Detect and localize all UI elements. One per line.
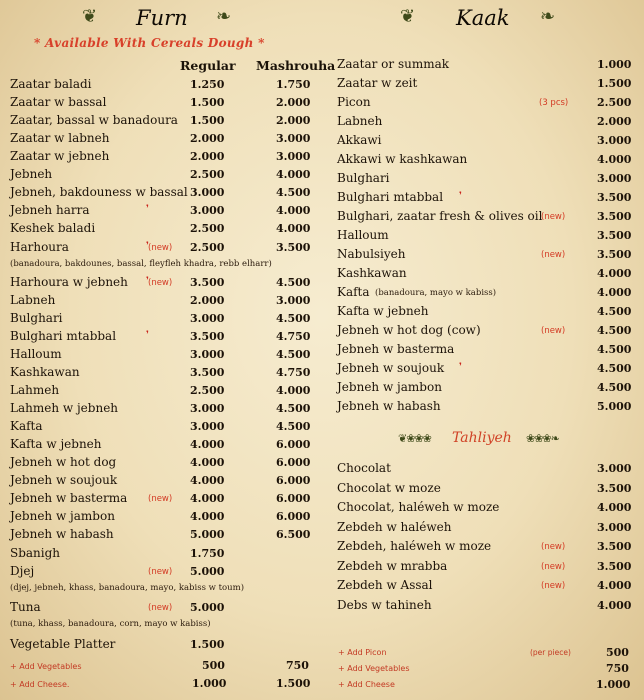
kaak-item-name: Jebneh w habash: [337, 399, 441, 413]
furn-item-name: Labneh: [10, 293, 56, 307]
chili-icon: ❜: [146, 204, 149, 214]
new-badge: (new): [541, 581, 566, 591]
kaak-item-price: 4.500: [597, 324, 632, 337]
col-regular: Regular: [180, 58, 236, 73]
furn-add-vegetables: + Add Vegetables: [10, 662, 82, 671]
furn-item-price-regular: 2.000: [190, 150, 225, 163]
tahliyeh-item-price: 3.000: [597, 462, 632, 475]
tahliyeh-item-price: 3.500: [597, 559, 632, 573]
furn-item-price-regular: 1.750: [190, 547, 225, 560]
furn-item-price-regular: 3.000: [190, 420, 225, 433]
tahliyeh-item-price: 3.000: [597, 520, 632, 534]
furn-item-row: [10, 221, 320, 239]
kaak-item-price: 4.500: [597, 362, 632, 375]
furn-title: Furn: [136, 6, 188, 30]
furn-item-price-mashrouha: 4.500: [276, 348, 311, 361]
new-badge: (new): [148, 243, 173, 253]
tahliyeh-add-vegetables-price: 750: [606, 662, 629, 675]
kaak-item-price: 5.000: [597, 400, 632, 413]
kaak-item-price: 3.500: [597, 191, 632, 204]
kaak-item-price: 4.000: [597, 286, 632, 299]
furn-item-name: Vegetable Platter: [10, 637, 116, 651]
new-badge: (new): [148, 278, 173, 288]
furn-item-row: [10, 491, 320, 509]
kaak-item-price: 1.500: [597, 77, 632, 90]
furn-item-price-mashrouha: 2.000: [276, 114, 311, 127]
furn-item-price-regular: 4.000: [190, 438, 225, 451]
furn-item-row: [10, 149, 320, 167]
kaak-title: Kaak: [456, 6, 510, 30]
furn-item-row: [10, 77, 320, 95]
tahliyeh-item-row: [337, 597, 632, 616]
furn-item-price-mashrouha: 3.500: [276, 241, 311, 254]
kaak-item-row: [337, 152, 632, 170]
kaak-item-row: [337, 361, 632, 379]
furn-item-name: Keshek baladi: [10, 221, 96, 235]
kaak-item-name: Jebneh w hot dog (cow): [337, 323, 481, 337]
tahliyeh-item-name: Zebdeh w mrabba: [337, 558, 448, 573]
furn-item-price-regular: 5.000: [190, 528, 225, 541]
kaak-item-price: 2.500: [597, 96, 632, 109]
vine-left-icon: ❦❀❀❀: [398, 432, 431, 445]
vine-right-icon: ❀❀❀❧: [526, 432, 559, 445]
furn-item-price-regular: 3.000: [190, 402, 225, 415]
furn-item-row: [10, 293, 320, 311]
tahliyeh-add-vegetables: + Add Vegetables: [338, 664, 410, 673]
kaak-item-name: Kafta w jebneh: [337, 304, 429, 318]
kaak-item-name: Akkawi: [337, 133, 382, 147]
furn-item-row: [10, 401, 320, 419]
kaak-item-name: Kashkawan: [337, 266, 407, 280]
tahliyeh-item-name: Chocolat w moze: [337, 480, 441, 495]
furn-item-row: [10, 275, 320, 293]
furn-item-price-mashrouha: 6.000: [276, 438, 311, 451]
furn-item-row: [10, 419, 320, 437]
furn-item-row: [10, 564, 320, 582]
new-badge: (new): [541, 542, 566, 552]
kaak-item-name: Halloum: [337, 228, 389, 242]
furn-item-price-regular: 2.000: [190, 132, 225, 145]
furn-item-row: [10, 365, 320, 383]
kaak-item-row: [337, 209, 632, 227]
furn-item-row: [10, 113, 320, 131]
furn-item-row: [10, 203, 320, 221]
kaak-item-price: 3.000: [597, 134, 632, 147]
kaak-item-name: Jebneh w soujouk: [337, 361, 445, 375]
furn-item-price-mashrouha: 6.000: [276, 492, 311, 505]
furn-item-price-mashrouha: 6.000: [276, 474, 311, 487]
furn-item-price-regular: 2.500: [190, 168, 225, 181]
kaak-item-price: 3.000: [597, 172, 632, 185]
furn-item-row: [10, 329, 320, 347]
kaak-item-desc: (banadoura, mayo w kabiss): [375, 288, 497, 298]
furn-item-name: Tuna: [10, 600, 41, 614]
furn-item-price-regular: 4.000: [190, 474, 225, 487]
new-badge: (new): [541, 561, 566, 572]
furn-item-price-regular: 2.500: [190, 241, 225, 254]
fleuron-right-icon: ❧: [216, 6, 232, 27]
furn-item-price-regular: 5.000: [190, 565, 225, 578]
furn-item-row: [10, 473, 320, 491]
kaak-item-row: [337, 114, 632, 132]
furn-item-price-mashrouha: 3.000: [276, 150, 311, 163]
furn-item-price-regular: 3.000: [190, 348, 225, 361]
furn-item-name: Jebneh harra: [10, 203, 90, 217]
kaak-item-name: Akkawi w kashkawan: [337, 152, 468, 166]
tahliyeh-item-row: [337, 519, 632, 538]
furn-item-name: Harhoura: [10, 240, 69, 254]
furn-item-price-regular: 3.000: [190, 204, 225, 217]
furn-item-row: [10, 240, 320, 258]
furn-item-name: Zaatar baladi: [10, 77, 92, 91]
tahliyeh-item-name: Zebdeh w haléweh: [337, 519, 452, 534]
furn-item-name: Lahmeh: [10, 383, 60, 397]
furn-item-name: Jebneh, bakdouness w bassal: [10, 185, 188, 199]
furn-item-price-mashrouha: 1.750: [276, 78, 311, 91]
furn-item-row: [10, 600, 320, 618]
tahliyeh-item-row: [337, 500, 632, 518]
kaak-item-name: Labneh: [337, 114, 383, 128]
furn-item-price-regular: 4.000: [190, 492, 225, 505]
new-badge: (new): [541, 212, 566, 222]
furn-item-price-mashrouha: 6.000: [276, 510, 311, 523]
furn-add-vegetables-regular: 500: [202, 659, 225, 672]
kaak-item-name: Jebneh w basterma: [337, 342, 455, 356]
furn-item-row: [10, 527, 320, 545]
furn-item-name: Bulghari mtabbal: [10, 329, 117, 343]
furn-add-cheese-regular: 1.000: [192, 677, 227, 690]
kaak-item-price: 4.000: [597, 267, 632, 280]
chili-icon: ❜: [459, 191, 462, 201]
kaak-item-name: Bulghari, zaatar fresh & olives oil: [337, 209, 543, 223]
kaak-item-price: 3.500: [597, 210, 632, 223]
tahliyeh-add-cheese-price: 1.000: [596, 678, 631, 691]
kaak-item-row: [337, 76, 632, 94]
furn-item-price-regular: 2.500: [190, 222, 225, 235]
tahliyeh-item-name: Chocolat, haléweh w moze: [337, 500, 500, 514]
tahliyeh-add-picon-tag: (per piece): [530, 648, 571, 657]
furn-item-price-mashrouha: 4.500: [276, 312, 311, 325]
kaak-item-row: [337, 190, 632, 208]
furn-item-price-mashrouha: 4.000: [276, 384, 311, 397]
new-badge: (new): [148, 494, 173, 504]
furn-item-price-mashrouha: 4.000: [276, 204, 311, 217]
furn-item-row: [10, 95, 320, 113]
furn-item-row: [10, 347, 320, 365]
furn-item-name: Zaatar, bassal w banadoura: [10, 113, 178, 127]
chili-icon: ❜: [459, 362, 462, 372]
furn-item-name: Bulghari: [10, 311, 63, 325]
furn-item-name: Zaatar w bassal: [10, 95, 107, 109]
furn-item-name: Jebneh w habash: [10, 527, 114, 541]
fleuron-left-icon: ❦: [400, 6, 416, 27]
furn-item-price-regular: 1.250: [190, 78, 225, 91]
tahliyeh-item-name: Zebdeh w Assal: [337, 578, 433, 592]
tahliyeh-add-picon: + Add Picon: [338, 648, 387, 657]
kaak-item-name: Bulghari mtabbal: [337, 190, 444, 204]
harhoura-note: (banadoura, bakdounes, bassal, fleyfleh khadra, rebb elharr): [10, 259, 272, 269]
furn-item-name: Kashkawan: [10, 365, 80, 379]
furn-item-name: Kafta: [10, 419, 43, 433]
kaak-item-row: [337, 57, 632, 75]
furn-item-price-mashrouha: 4.500: [276, 420, 311, 433]
kaak-item-price: 3.500: [597, 248, 632, 261]
kaak-item-row: [337, 342, 632, 360]
new-badge: (new): [541, 326, 566, 336]
tahliyeh-item-price: 4.000: [597, 598, 632, 612]
col-mashrouha: Mashrouha: [256, 58, 336, 73]
furn-item-name: Harhoura w jebneh: [10, 275, 128, 289]
furn-item-name: Djej: [10, 564, 35, 578]
furn-item-row: [10, 509, 320, 527]
kaak-item-row: [337, 228, 632, 246]
chili-icon: ❜: [146, 276, 149, 286]
furn-item-price-regular: 3.500: [190, 330, 225, 343]
kaak-item-price: 4.500: [597, 343, 632, 356]
furn-add-cheese: + Add Cheese.: [10, 680, 70, 689]
furn-item-name: Halloum: [10, 347, 62, 361]
furn-item-row: [10, 437, 320, 455]
kaak-item-row: [337, 95, 632, 113]
kaak-item-row: [337, 323, 632, 341]
kaak-item-price: 1.000: [597, 58, 632, 71]
tahliyeh-add-cheese: + Add Cheese: [338, 680, 395, 689]
tahliyeh-item-price: 3.500: [597, 481, 632, 495]
furn-item-price-mashrouha: 4.500: [276, 186, 311, 199]
kaak-item-price: 4.500: [597, 381, 632, 394]
furn-item-price-mashrouha: 2.000: [276, 96, 311, 109]
furn-item-price-mashrouha: 6.000: [276, 456, 311, 469]
furn-item-row: [10, 546, 320, 564]
kaak-item-name: Bulghari: [337, 171, 390, 185]
furn-add-cheese-mashrouha: 1.500: [276, 677, 311, 690]
furn-item-price-regular: 1.500: [190, 638, 225, 651]
kaak-item-price: 4.000: [597, 153, 632, 166]
tahliyeh-item-price: 4.000: [597, 501, 632, 514]
tahliyeh-item-row: [337, 558, 632, 577]
furn-item-price-regular: 2.000: [190, 294, 225, 307]
fleuron-right-icon: ❧: [540, 6, 556, 27]
furn-item-name: Jebneh w jambon: [10, 509, 115, 523]
furn-item-price-mashrouha: 4.000: [276, 168, 311, 181]
furn-item-price-mashrouha: 4.500: [276, 402, 311, 415]
new-badge: (new): [541, 250, 566, 260]
tahliyeh-item-row: [337, 480, 632, 499]
new-badge: (new): [148, 567, 173, 577]
furn-item-price-regular: 2.500: [190, 384, 225, 397]
furn-item-price-mashrouha: 4.750: [276, 330, 311, 343]
kaak-item-row: [337, 304, 632, 322]
tahliyeh-title: Tahliyeh: [452, 430, 512, 446]
quantity-tag: (3 pcs): [539, 98, 569, 108]
fleuron-left-icon: ❦: [82, 6, 98, 27]
furn-item-price-regular: 1.500: [190, 96, 225, 109]
kaak-item-price: 4.500: [597, 305, 632, 318]
furn-item-row: [10, 311, 320, 329]
kaak-item-row: [337, 247, 632, 265]
furn-item-row: [10, 455, 320, 473]
kaak-item-name: Kafta: [337, 285, 370, 299]
furn-item-name: Jebneh w soujouk: [10, 473, 118, 487]
kaak-item-price: 2.000: [597, 115, 632, 128]
furn-item-price-mashrouha: 3.000: [276, 294, 311, 307]
furn-item-row: [10, 637, 320, 655]
furn-item-row: [10, 185, 320, 203]
kaak-item-name: Picon: [337, 95, 371, 109]
new-badge: (new): [148, 603, 173, 613]
furn-item-row: [10, 131, 320, 149]
furn-item-price-regular: 5.000: [190, 601, 225, 614]
djej-note: (djej, jebneh, khass, banadoura, mayo, kabiss w toum): [10, 583, 245, 593]
furn-item-price-regular: 3.500: [190, 366, 225, 379]
tahliyeh-item-price: 4.000: [597, 579, 632, 592]
kaak-item-row: [337, 171, 632, 189]
furn-item-price-regular: 3.500: [190, 276, 225, 289]
kaak-item-row: [337, 266, 632, 284]
kaak-item-row: [337, 285, 632, 303]
furn-item-price-regular: 1.500: [190, 114, 225, 127]
furn-item-row: [10, 167, 320, 185]
furn-item-price-mashrouha: 4.000: [276, 222, 311, 235]
furn-item-name: Sbanigh: [10, 546, 61, 560]
tahliyeh-item-price: 3.500: [597, 540, 632, 553]
kaak-item-name: Nabulsiyeh: [337, 247, 406, 261]
chili-icon: ❜: [146, 241, 149, 251]
furn-item-name: Lahmeh w jebneh: [10, 401, 119, 415]
furn-subtitle: * Available With Cereals Dough *: [34, 36, 265, 50]
furn-item-name: Jebneh w basterma: [10, 491, 128, 505]
furn-add-vegetables-mashrouha: 750: [286, 659, 309, 672]
tahliyeh-item-row: [337, 578, 632, 596]
tahliyeh-add-picon-price: 500: [606, 646, 629, 659]
furn-item-price-mashrouha: 4.500: [276, 276, 311, 289]
chili-icon: ❜: [146, 330, 149, 340]
furn-item-price-regular: 3.000: [190, 186, 225, 199]
kaak-item-name: Zaatar or summak: [337, 57, 450, 71]
tuna-note: (tuna, khass, banadoura, corn, mayo w kabiss): [10, 619, 211, 629]
furn-item-price-mashrouha: 4.750: [276, 366, 311, 379]
furn-item-name: Kafta w jebneh: [10, 437, 102, 451]
tahliyeh-item-name: Debs w tahineh: [337, 597, 432, 612]
kaak-item-price: 3.500: [597, 229, 632, 242]
kaak-item-name: Jebneh w jambon: [337, 380, 442, 394]
furn-item-price-regular: 4.000: [190, 456, 225, 469]
furn-item-row: [10, 383, 320, 401]
furn-item-name: Jebneh w hot dog: [10, 455, 117, 469]
kaak-item-row: [337, 380, 632, 398]
furn-item-price-regular: 4.000: [190, 510, 225, 523]
furn-item-name: Zaatar w jebneh: [10, 149, 110, 163]
kaak-item-name: Zaatar w zeit: [337, 76, 418, 90]
furn-item-price-mashrouha: 6.500: [276, 528, 311, 541]
tahliyeh-item-name: Zebdeh, haléweh w moze: [337, 539, 492, 553]
tahliyeh-item-row: [337, 461, 632, 479]
kaak-item-row: [337, 133, 632, 151]
kaak-item-row: [337, 399, 632, 417]
tahliyeh-item-row: [337, 539, 632, 557]
furn-item-price-regular: 3.000: [190, 312, 225, 325]
tahliyeh-item-name: Chocolat: [337, 461, 391, 475]
furn-item-name: Zaatar w labneh: [10, 131, 110, 145]
furn-item-name: Jebneh: [10, 167, 53, 181]
furn-item-price-mashrouha: 3.000: [276, 132, 311, 145]
